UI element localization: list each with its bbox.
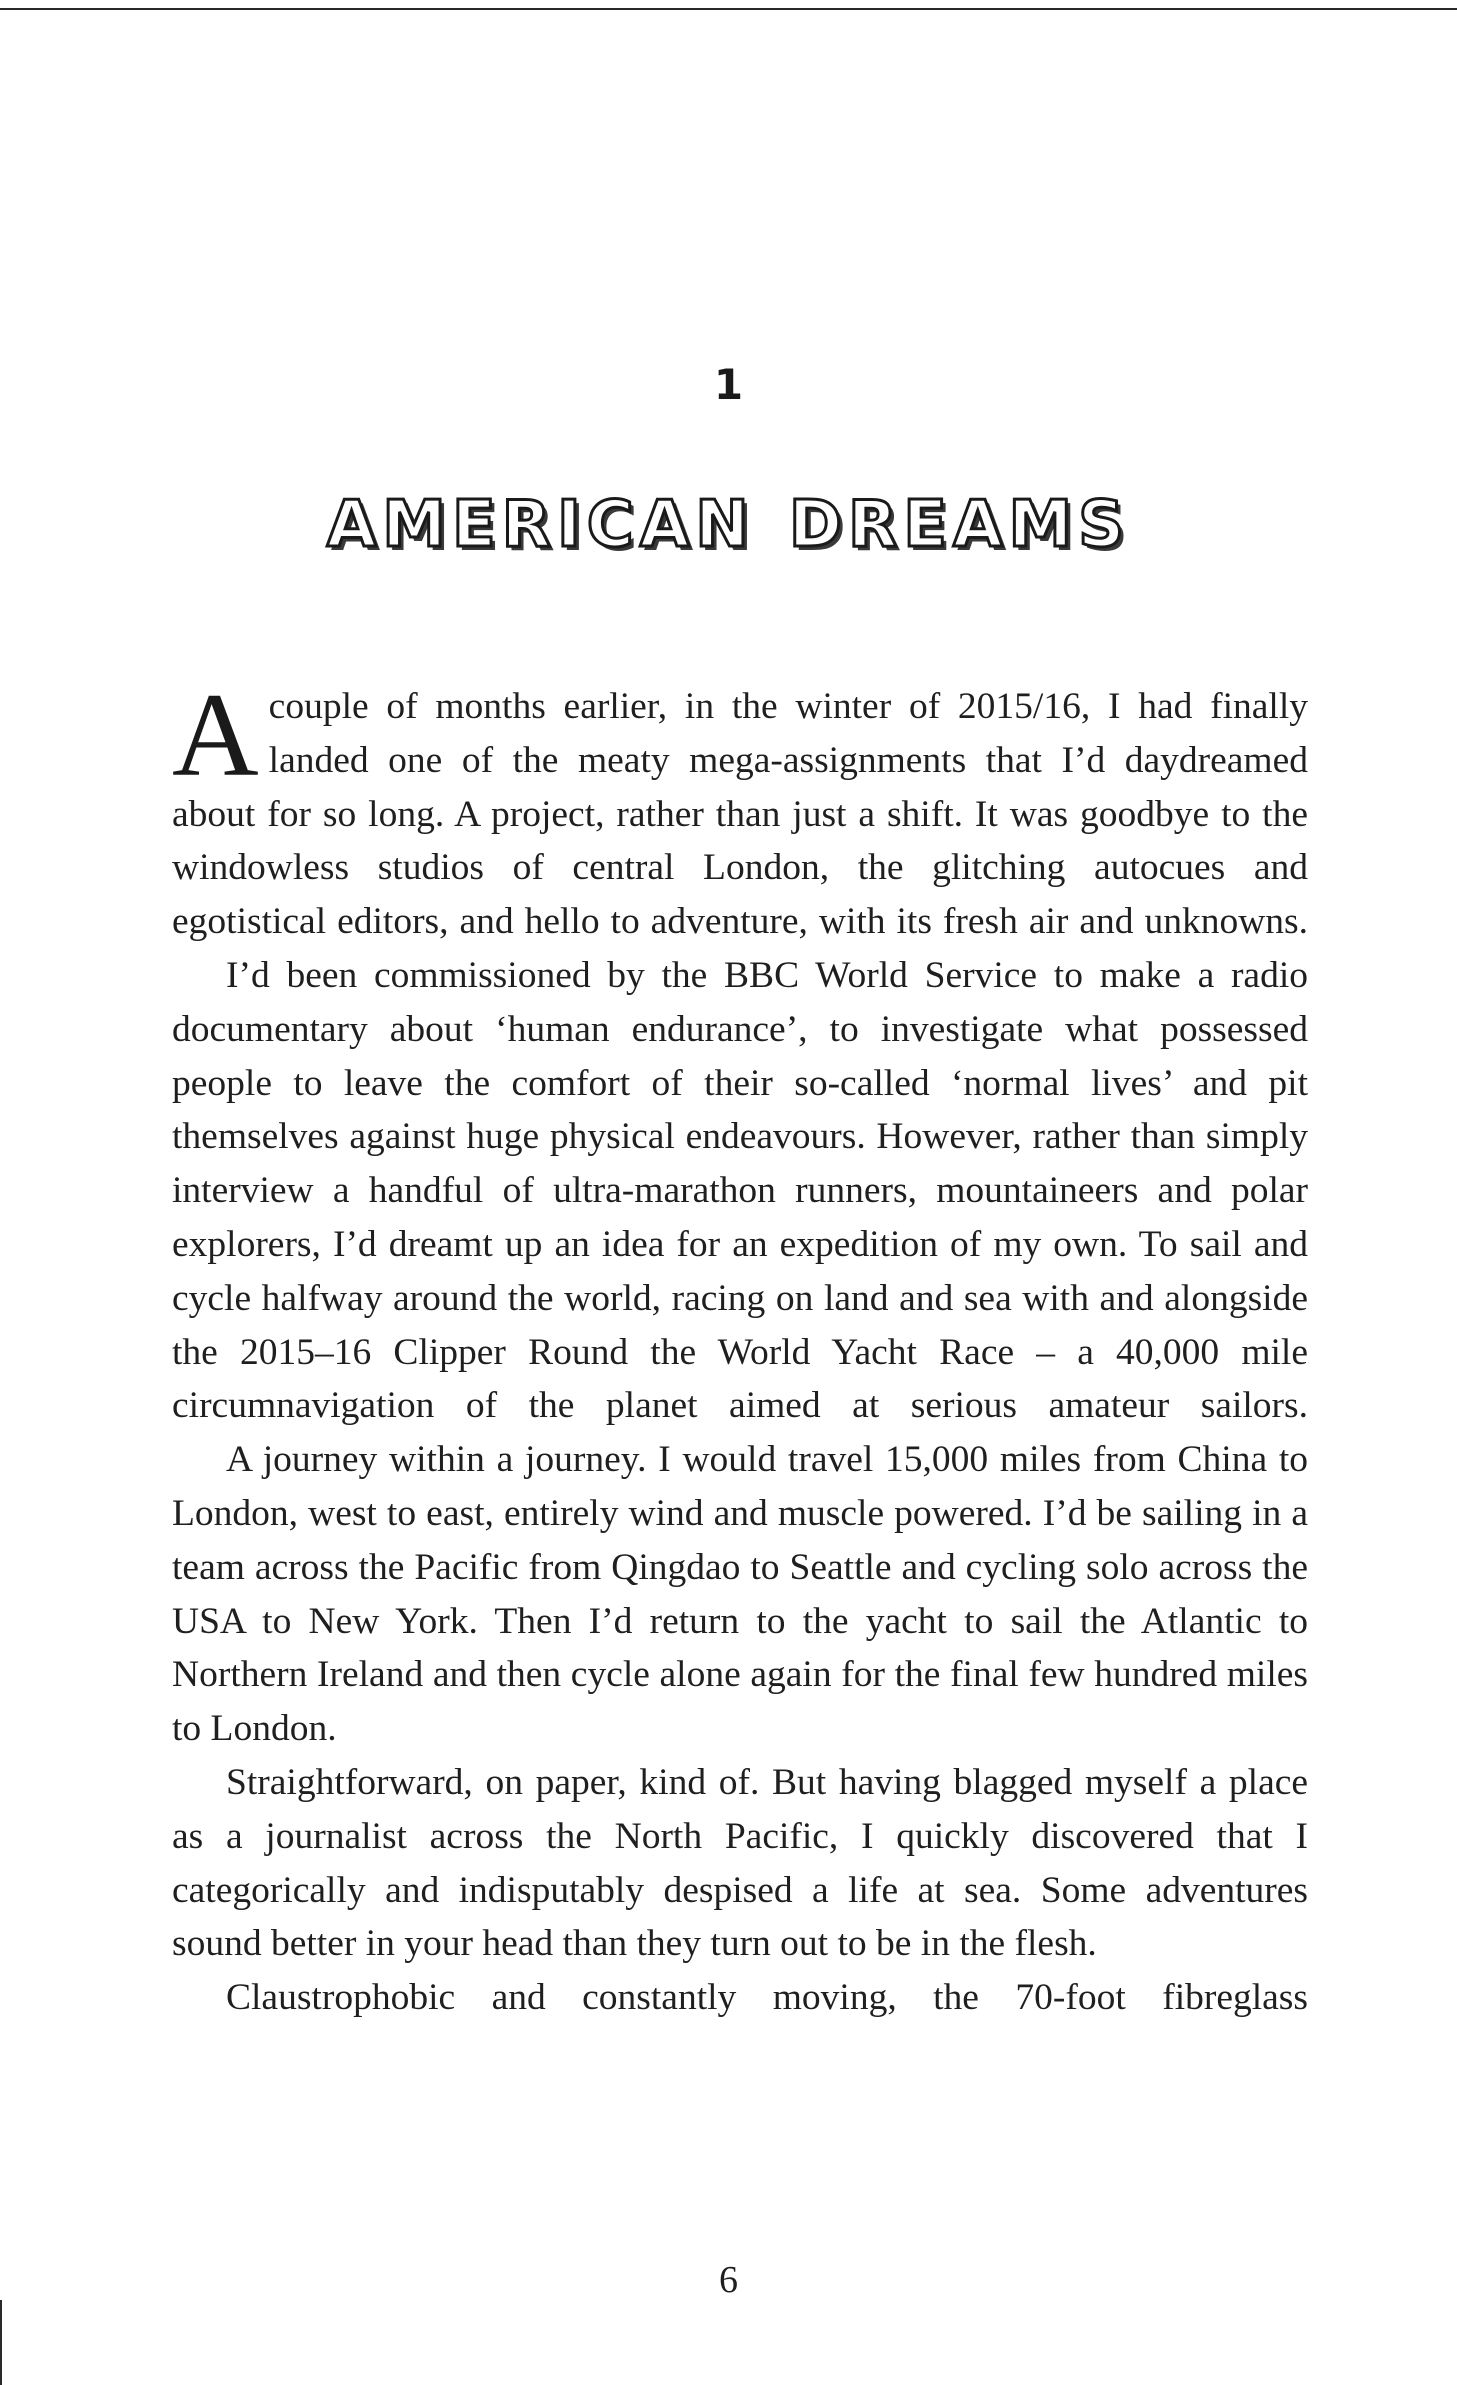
paragraph-1 — [172, 668, 1308, 949]
page-top-edge-rule — [0, 8, 1457, 10]
paragraph-3: A journey within a journey. I would travel 15,000 miles from China to London, west to east, entirely wind and muscle powered. I’d be sailing in a team across the Pacific from Qingdao to Seattle and cycling solo across the USA to New York. Then I’d return to the yacht to sail the Atlantic to Northern Ireland and then cycle alone again for the final few hundred miles to London. — [172, 1439, 1308, 1750]
drop-cap-letter: A — [172, 668, 259, 801]
page-left-edge-mark — [0, 2300, 2, 2385]
chapter-title-word-2: DREAMS — [788, 488, 1131, 562]
chapter-body — [172, 668, 1308, 2025]
chapter-number: 1 — [713, 360, 744, 409]
paragraph-4: Straightforward, on paper, kind of. But having blagged myself a place as a journalist across the North Pacific, I quickly discovered that I categorically and indisputably despised a life at sea. Some adventures sound better in your head than they turn out to be in the flesh. — [172, 1761, 1308, 1965]
paragraph-1-text: couple of months earlier, in the winter of 2015/16, I had finally landed one of the meaty mega-assignments that I’d daydreamed about for so long. A project, rather than just a shift. It was goodbye to the windowless studios of central London, the glitching autocues and egotistical editors, and hello to adventure, with its fresh air and unknowns. — [172, 686, 1308, 943]
paragraph-2: I’d been commissioned by the BBC World Service to make a radio documentary about ‘human endurance’, to investigate what possessed people to leave the comfort of their so-called ‘normal lives’ and pit themselves against huge physical endeavours. However, rather than simply interview a handful of ultra-marathon runners, mountaineers and polar explorers, I’d dreamt up an idea for an expedition of my own. To sail and cycle halfway around the world, racing on land and sea with and alongside the 2015–16 Clipper Round the World Yacht Race – a 40,000 mile circumnavigation of the planet aimed at serious amateur sailors. — [172, 954, 1308, 1427]
chapter-title-word-1: AMERICAN — [326, 488, 755, 562]
chapter-title — [0, 488, 1457, 562]
paragraph-5: Claustrophobic and constantly moving, the 70-foot fibreglass — [226, 1977, 1308, 2019]
page-number: 6 — [719, 2259, 738, 2301]
